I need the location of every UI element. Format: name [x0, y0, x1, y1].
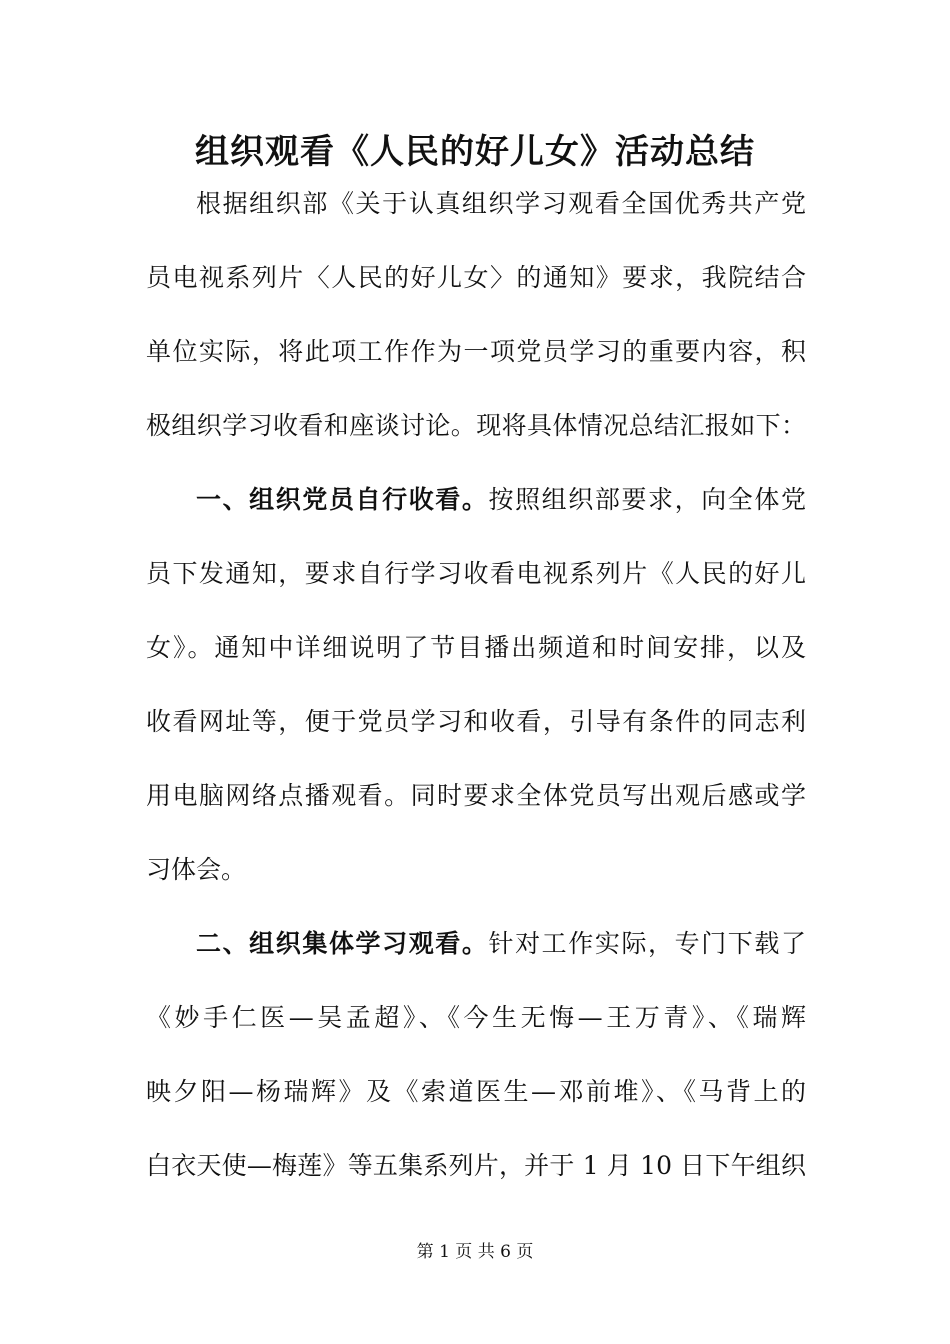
section1-first-line [196, 480, 806, 520]
section2-line-2: 《妙手仁医—吴孟超》、《今生无悔—王万青》、《瑞辉 [146, 1003, 806, 1032]
intro-line-3: 单位实际，将此项工作作为一项党员学习的重要内容，积 [146, 337, 806, 366]
section2-line-3: 映夕阳—杨瑞辉》及《索道医生—邓前堆》、《马背上的 [146, 1077, 806, 1106]
intro-line-4: 极组织学习收看和座谈讨论。现将具体情况总结汇报如下： [146, 411, 806, 440]
section2-heading: 二、组织集体学习观看。 [196, 929, 489, 958]
intro-line-2: 员电视系列片〈人民的好儿女〉的通知》要求，我院结合 [146, 263, 806, 292]
section2-first-line [196, 924, 806, 964]
section1-line-3: 女》。通知中详细说明了节目播出频道和时间安排，以及 [146, 633, 806, 662]
section1-line-4: 收看网址等，便于党员学习和收看，引导有条件的同志利 [146, 707, 806, 736]
section2-first-line-text: 针对工作实际，专门下载了 [488, 929, 806, 958]
page-footer: 第 1 页 共 6 页 [416, 1242, 534, 1262]
intro-line-1: 根据组织部《关于认真组织学习观看全国优秀共产党 [196, 189, 806, 218]
document-title: 组织观看《人民的好儿女》活动总结 [195, 132, 755, 172]
section2-line-4: 白衣天使—梅莲》等五集系列片，并于 1 月 10 日下午组织 [146, 1151, 806, 1180]
section1-line-5: 用电脑网络点播观看。同时要求全体党员写出观后感或学 [146, 781, 806, 810]
section1-heading: 一、组织党员自行收看。 [196, 485, 489, 514]
section1-line-6: 习体会。 [146, 855, 247, 884]
section1-line-2: 员下发通知，要求自行学习收看电视系列片《人民的好儿 [146, 559, 806, 588]
section1-first-line-text: 按照组织部要求，向全体党 [488, 485, 806, 514]
